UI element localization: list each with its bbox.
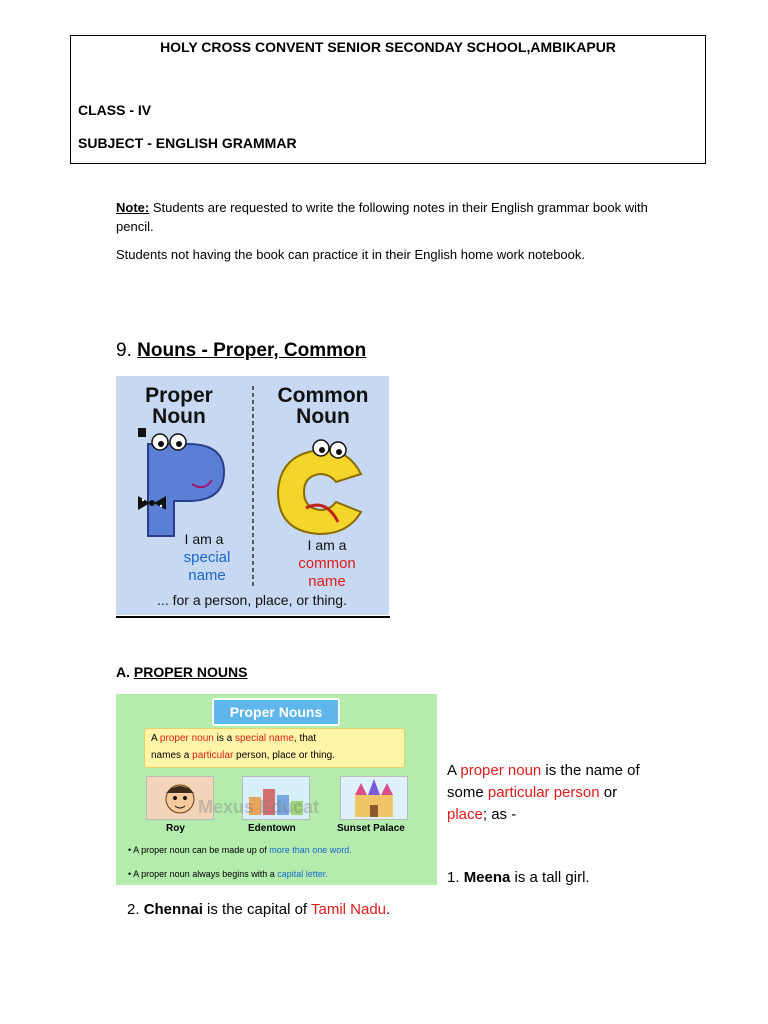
class-label: CLASS - IV bbox=[78, 102, 152, 118]
watermark-text: Mexus Educat bbox=[198, 797, 320, 817]
pn-card-definition: A proper noun is a special name, that names a particular person, place or thing. bbox=[144, 728, 405, 768]
chapter-number: 9. bbox=[116, 340, 132, 361]
proper-title-2: Noun bbox=[152, 405, 206, 428]
pc-footer: ... for a person, place, or thing. bbox=[157, 592, 347, 608]
caption-roy: Roy bbox=[166, 823, 185, 834]
section-a-title: PROPER NOUNS bbox=[133, 664, 248, 680]
note-paragraph-2: Students not having the book can practice it in their English home work notebook. bbox=[116, 247, 586, 262]
name-word-common: name bbox=[308, 573, 346, 590]
school-name: HOLY CROSS CONVENT SENIOR SECONDAY SCHOOL,AMBIKAPUR bbox=[160, 39, 616, 55]
header-box bbox=[70, 35, 706, 164]
subject-label: SUBJECT - ENGLISH GRAMMAR bbox=[78, 135, 297, 151]
proper-title-1: Proper bbox=[145, 384, 213, 407]
proper-nouns-card bbox=[116, 694, 437, 885]
name-word-proper: name bbox=[188, 567, 226, 584]
section-a-letter: A. bbox=[116, 664, 130, 680]
pn-card-title: Proper Nouns bbox=[212, 698, 340, 726]
common-word: common bbox=[298, 555, 356, 572]
proper-common-svg bbox=[116, 376, 389, 615]
special-word: special bbox=[183, 549, 231, 566]
proper-noun-definition: A proper noun is the name of some particular person or place; as - bbox=[447, 762, 640, 823]
example-2: 2. Chennai is the capital of Tamil Nadu. bbox=[127, 901, 391, 918]
iam-common: I am a bbox=[307, 537, 347, 553]
note-label: Note: bbox=[116, 200, 150, 215]
pn-rule-2: • A proper noun always begins with a capital letter. bbox=[128, 869, 328, 879]
note-text: Students are requested to write the following notes in their English grammar book with pencil. bbox=[116, 200, 648, 234]
note-paragraph bbox=[116, 198, 656, 236]
common-title-2: Noun bbox=[296, 405, 350, 428]
chapter-heading bbox=[116, 340, 366, 362]
illustration-underline bbox=[116, 616, 390, 618]
proper-common-illustration bbox=[116, 376, 389, 615]
caption-sunset-palace: Sunset Palace bbox=[337, 823, 405, 834]
caption-edentown: Edentown bbox=[248, 823, 296, 834]
section-a-heading bbox=[116, 664, 247, 680]
palace-icon bbox=[340, 776, 408, 820]
pn-rule-1: • A proper noun can be made up of more than one word. bbox=[128, 845, 352, 855]
iam-proper: I am a bbox=[184, 531, 224, 547]
example-1: 1. Meena is a tall girl. bbox=[447, 869, 590, 886]
common-title-1: Common bbox=[277, 384, 369, 407]
chapter-title: Nouns - Proper, Common bbox=[137, 340, 367, 361]
